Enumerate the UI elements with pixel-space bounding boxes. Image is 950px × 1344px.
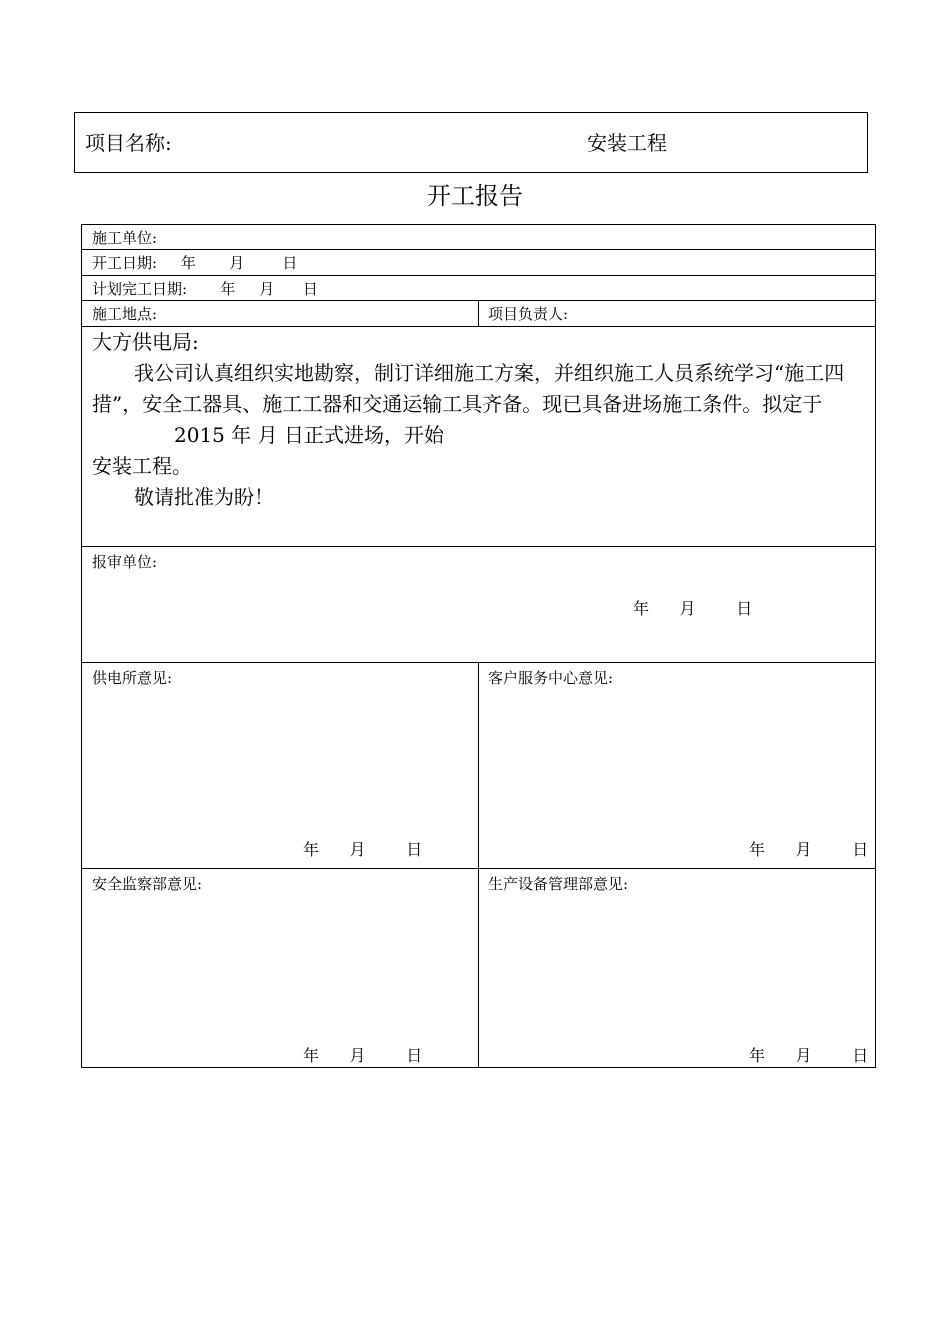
location-label: 施工地点: xyxy=(92,305,158,323)
opinion-divider-2 xyxy=(478,869,479,1067)
page-title: 开工报告 xyxy=(427,182,523,210)
opinion-row-2 xyxy=(82,869,875,1067)
letter-body: 我公司认真组织实地勘察，制订详细施工方案，并组织施工人员系统学习“施工四措”，安全工器具、施工工器和交通运输工具齐备。现已具备进场施工条件。拟定于 xyxy=(92,361,845,416)
customer-center-date: 年 月 日 xyxy=(749,840,869,859)
power-station-date: 年 月 日 xyxy=(303,840,423,859)
opinion-divider-1 xyxy=(478,663,479,868)
planned-end-row xyxy=(82,276,875,301)
review-date: 年 月 日 xyxy=(633,599,753,618)
safety-dept-date: 年 月 日 xyxy=(303,1046,423,1065)
project-name-value: 安装工程 xyxy=(587,131,667,155)
start-date-label: 开工日期: 年 月 日 xyxy=(92,254,298,272)
letter-closing: 敬请批准为盼！ xyxy=(134,485,274,509)
review-unit-row xyxy=(82,547,875,663)
location-row xyxy=(82,301,875,327)
application-letter xyxy=(92,327,870,513)
unit-row xyxy=(82,225,875,250)
production-dept-label: 生产设备管理部意见: xyxy=(488,875,629,893)
location-divider xyxy=(478,301,479,326)
production-dept-date: 年 月 日 xyxy=(749,1046,869,1065)
start-date-row xyxy=(82,250,875,276)
letter-salutation: 大方供电局: xyxy=(92,330,199,354)
letter-row xyxy=(82,327,875,547)
opinion-row-1 xyxy=(82,663,875,869)
letter-date-line: 2015 年 月 日正式进场，开始 xyxy=(174,423,444,447)
letter-project: 安装工程。 xyxy=(92,454,192,478)
project-header xyxy=(74,112,868,173)
power-station-label: 供电所意见: xyxy=(92,669,173,687)
report-form xyxy=(81,224,876,1068)
manager-label: 项目负责人: xyxy=(488,305,569,323)
safety-dept-label: 安全监察部意见: xyxy=(92,875,203,893)
customer-center-label: 客户服务中心意见: xyxy=(488,669,614,687)
project-name-label: 项目名称: xyxy=(85,131,172,155)
unit-label: 施工单位: xyxy=(92,229,158,247)
planned-end-label: 计划完工日期: 年 月 日 xyxy=(92,280,318,298)
review-unit-label: 报审单位: xyxy=(92,553,158,571)
